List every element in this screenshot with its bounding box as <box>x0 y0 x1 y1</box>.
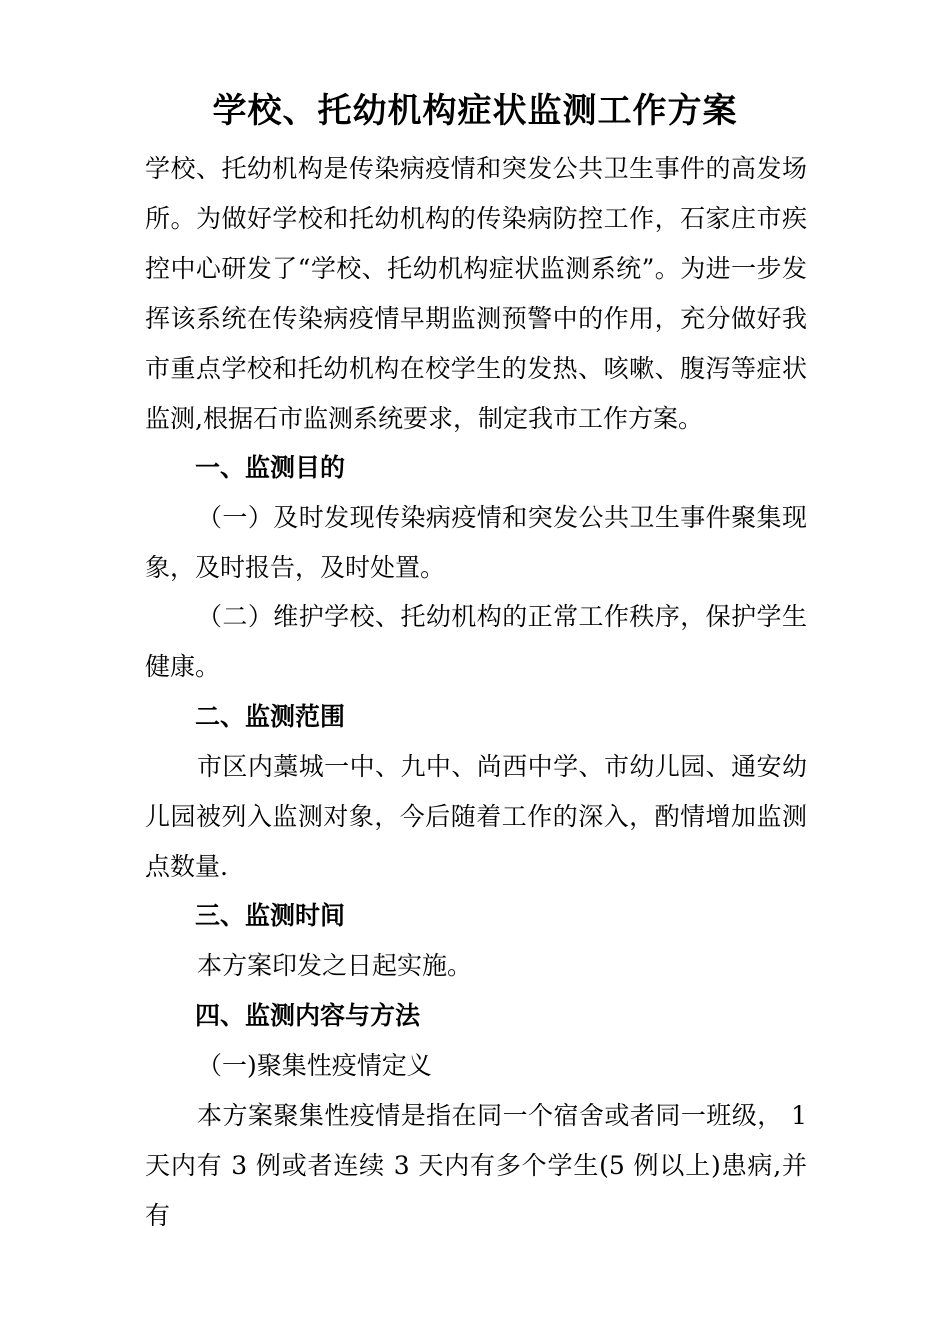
cluster-definition-subheading: （一)聚集性疫情定义 <box>197 1051 432 1080</box>
purpose-paragraph-1: （一）及时发现传染病疫情和突发公共卫生事件聚集现象，及时报告，及时处置。 <box>145 503 807 582</box>
document-title: 学校、托幼机构症状监测工作方案 <box>212 91 738 131</box>
intro-paragraph: 学校、托幼机构是传染病疫情和突发公共卫生事件的高发场所。为做好学校和托幼机构的传染病防控工作，石家庄市疾控中心研发了“学校、托幼机构症状监测系统”。为进一步发挥该系统在传染病疫情早期监测预警中的作用，充分做好我市重点学校和托幼机构在校学生的发热、咳嗽、腹泻等症状监测,根据石市监测系统要求，制定我市工作方案。 <box>145 154 807 433</box>
scope-paragraph: 市区内藁城一中、九中、尚西中学、市幼儿园、通安幼儿园被列入监测对象，今后随着工作的深入，酌情增加监测点数量. <box>145 752 807 881</box>
purpose-paragraph-2: （二）维护学校、托幼机构的正常工作秩序，保护学生健康。 <box>145 602 807 681</box>
section-heading-time: 三、监测时间 <box>195 901 346 930</box>
section-heading-purpose: 一、监测目的 <box>195 453 346 482</box>
cluster-definition-paragraph: 本方案聚集性疫情是指在同一个宿舍或者同一班级， 1天内有 3 例或者连续 3 天内有多个学生(5 例以上)患病,并有 <box>145 1101 807 1230</box>
time-paragraph: 本方案印发之日起实施。 <box>197 951 473 980</box>
section-heading-scope: 二、监测范围 <box>195 702 346 731</box>
section-heading-content-method: 四、监测内容与方法 <box>195 1001 421 1030</box>
